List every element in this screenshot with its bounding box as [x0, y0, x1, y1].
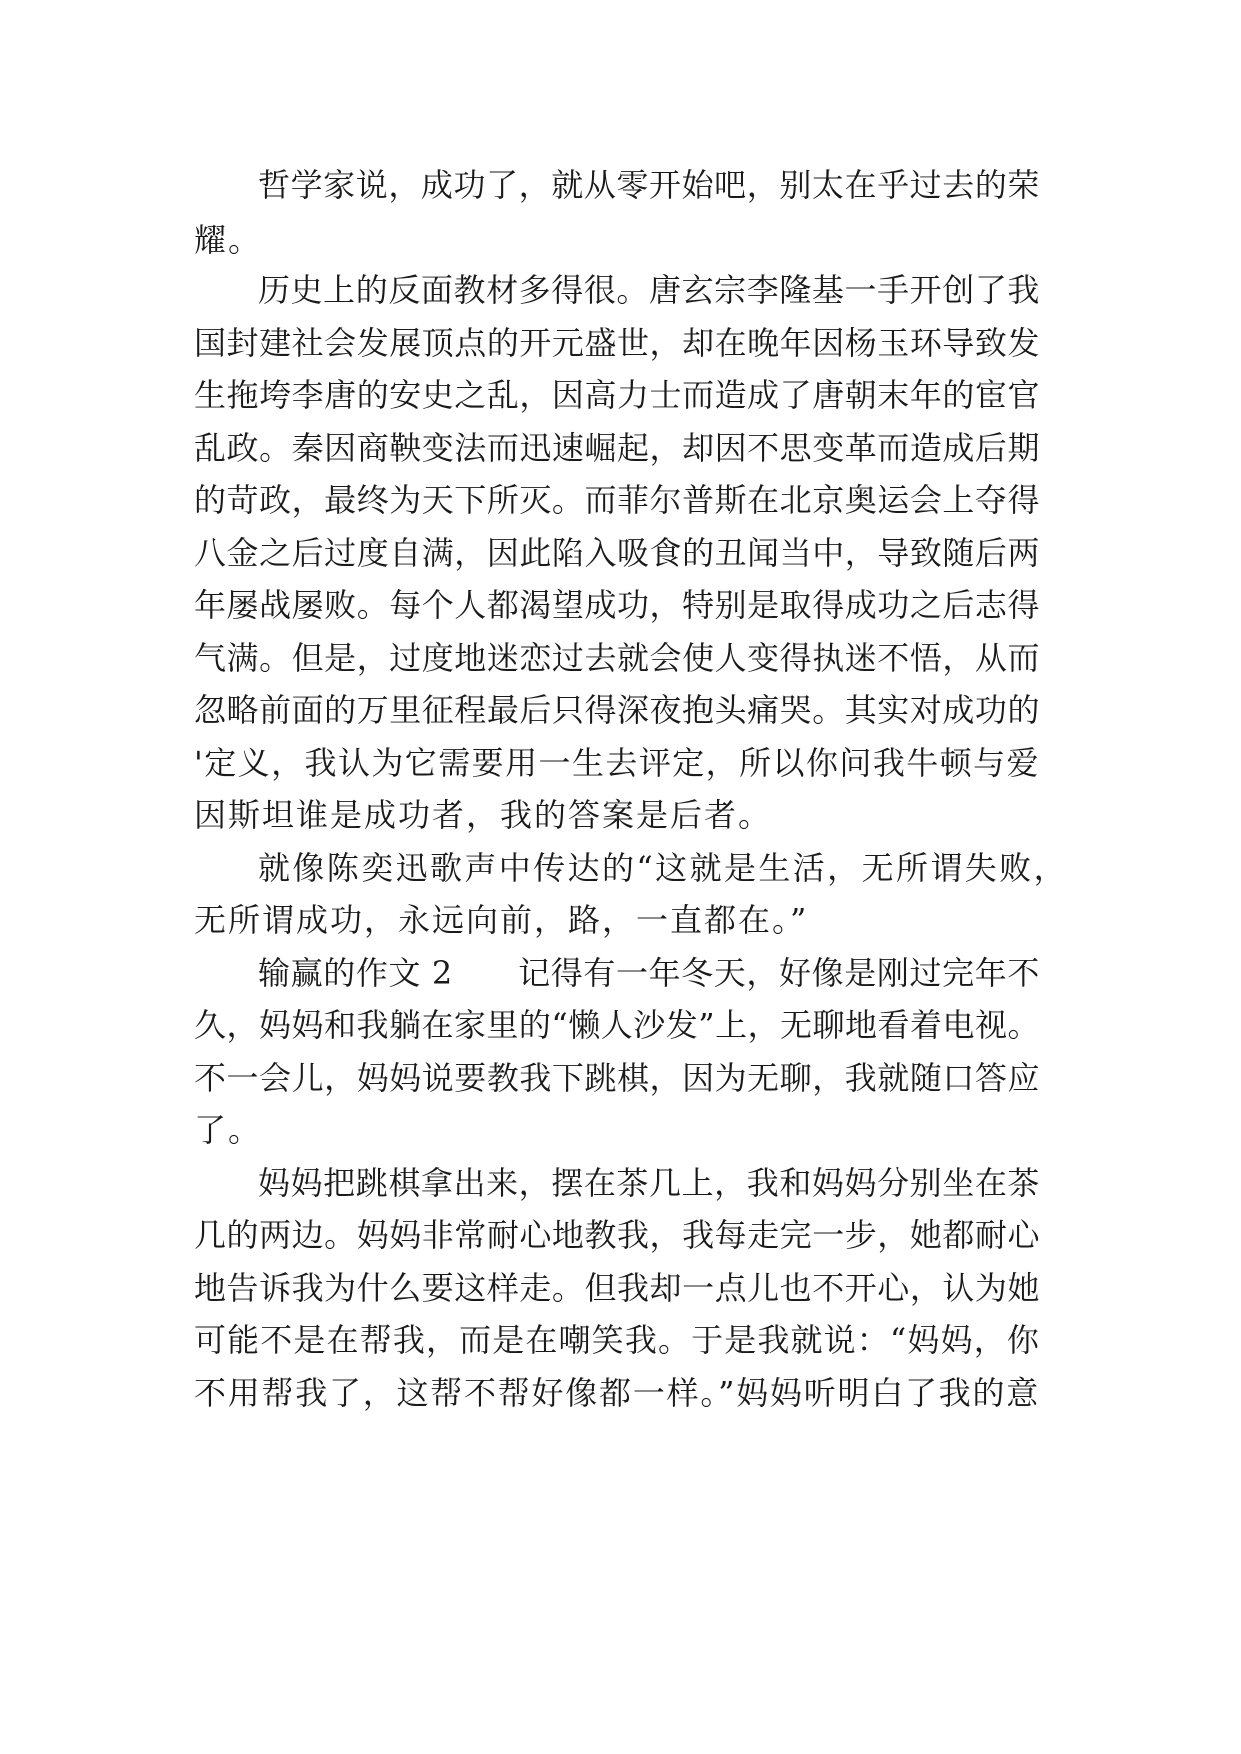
text-line: 可能不是在帮我，而是在嘲笑我。于是我就说：“妈妈，你: [194, 1321, 1040, 1359]
text-line: 八金之后过度自满，因此陷入吸食的丑闻当中，导致随后两: [194, 534, 1040, 572]
text-line: 输赢的作文 2 记得有一年冬天，好像是刚过完年不: [258, 954, 1040, 992]
text-line: 不一会儿，妈妈说要教我下跳棋，因为无聊，我就随口答应: [194, 1059, 1040, 1097]
text-line: 妈妈把跳棋拿出来，摆在茶几上，我和妈妈分别坐在茶: [258, 1164, 1040, 1202]
text-line: 地告诉我为什么要这样走。但我却一点儿也不开心，认为她: [194, 1269, 1040, 1307]
text-line: 不用帮我了，这帮不帮好像都一样。”妈妈听明白了我的意: [194, 1374, 1040, 1412]
text-line: 耀。: [194, 221, 263, 259]
text-line: 气满。但是，过度地迷恋过去就会使人变得执迷不悟，从而: [194, 639, 1040, 677]
text-line: 国封建社会发展顶点的开元盛世，却在晚年因杨玉环导致发: [194, 324, 1040, 362]
text-line: 历史上的反面教材多得很。唐玄宗李隆基一手开创了我: [258, 271, 1040, 309]
text-line: '定义，我认为它需要用一生去评定，所以你问我牛顿与爱: [194, 744, 1040, 782]
text-line: 忽略前面的万里征程最后只得深夜抱头痛哭。其实对成功的: [194, 691, 1040, 729]
text-line: 生拖垮李唐的安史之乱，因高力士而造成了唐朝末年的宦官: [194, 376, 1040, 414]
text-line: 久，妈妈和我躺在家里的“懒人沙发”上，无聊地看着电视。: [194, 1006, 1040, 1044]
text-line: 的苛政，最终为天下所灭。而菲尔普斯在北京奥运会上夺得: [194, 481, 1040, 519]
text-line: 几的两边。妈妈非常耐心地教我，我每走完一步，她都耐心: [194, 1216, 1040, 1254]
text-line: 年屡战屡败。每个人都渴望成功，特别是取得成功之后志得: [194, 586, 1040, 624]
text-line: 无所谓成功，永远向前，路，一直都在。”: [194, 901, 809, 939]
text-line: 就像陈奕迅歌声中传达的“这就是生活，无所谓失败，: [258, 849, 1068, 887]
text-line: 哲学家说，成功了，就从零开始吧，别太在乎过去的荣: [258, 166, 1040, 204]
text-line: 乱政。秦因商鞅变法而迅速崛起，却因不思变革而造成后期: [194, 429, 1040, 467]
text-line: 因斯坦谁是成功者，我的答案是后者。: [194, 796, 773, 834]
text-line: 了。: [194, 1111, 263, 1149]
